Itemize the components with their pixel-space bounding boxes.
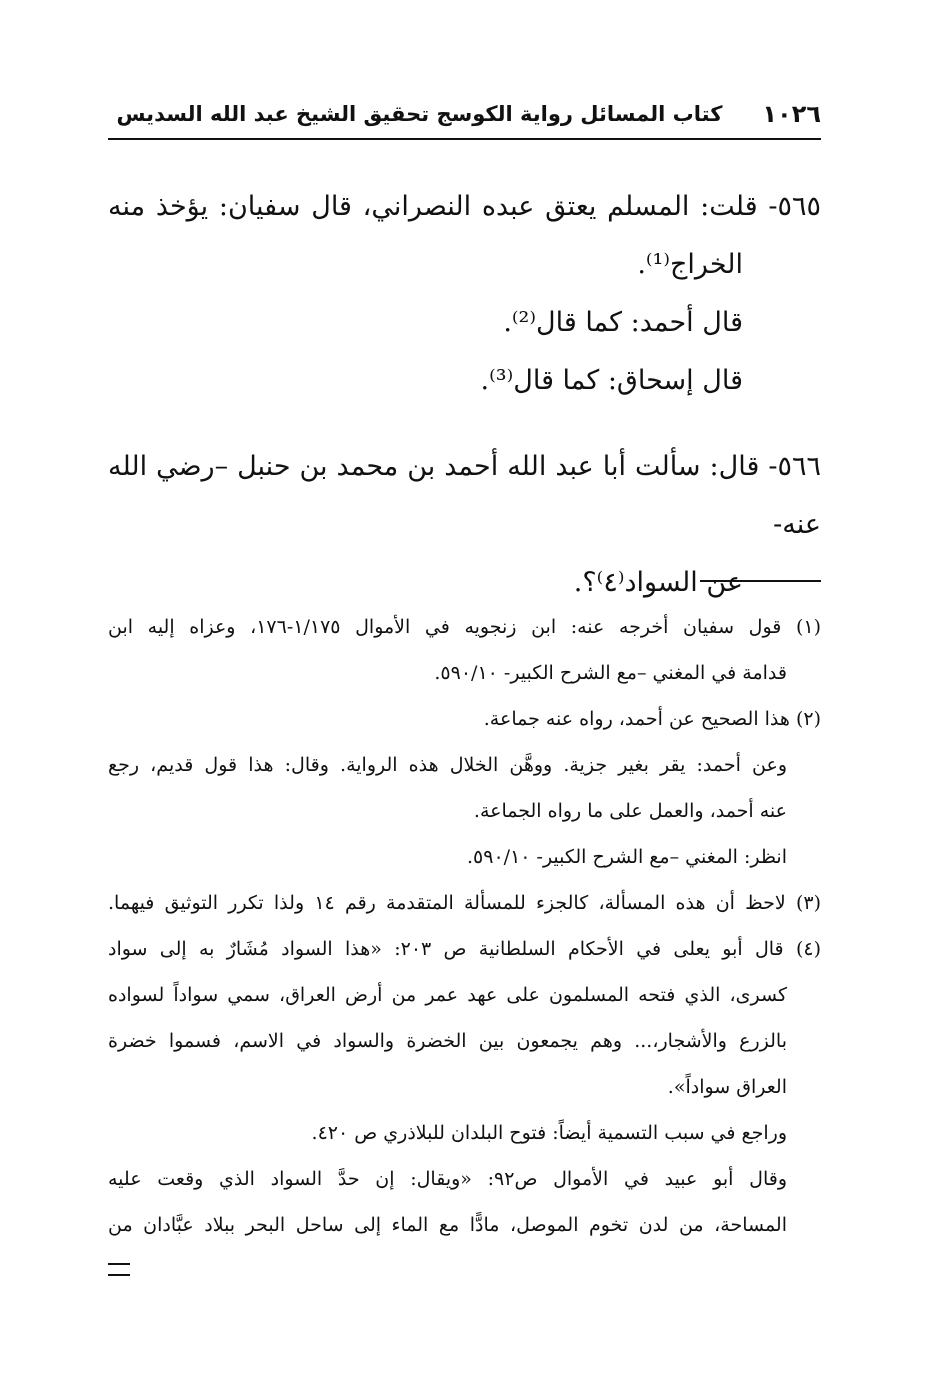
footnote-line: المساحة، من لدن تخوم الموصل، مادًّا مع الماء إلى ساحل البحر ببلاد عبَّادان من: [108, 1214, 787, 1236]
footnote-line: وعن أحمد: يقر بغير جزية. ووهَّن الخلال هذه الرواية. وقال: هذا قول قديم، رجع: [108, 754, 787, 776]
footnote-line: وراجع في سبب التسمية أيضاً: فتوح البلدان للبلاذري ص ٤٢٠.: [311, 1122, 787, 1144]
entry-line: الخراج⁽¹⁾.: [637, 249, 743, 280]
main-text: [108, 178, 821, 612]
footnote-separator: [700, 580, 821, 582]
footnote-line: وقال أبو عبيد في الأموال ص٩٢: «ويقال: إن حدَّ السواد الذي وقعت عليه: [108, 1168, 787, 1190]
page-header: [108, 96, 821, 132]
footnote-line: (١) قول سفيان أخرجه عنه: ابن زنجويه في الأموال ١/١٧٥-١٧٦، وعزاه إليه ابن: [108, 616, 822, 638]
page-number: ١٠٢٦: [762, 100, 821, 128]
footnote-line: العراق سواداً».: [667, 1076, 787, 1098]
entry-line: قال أحمد: كما قال⁽²⁾.: [503, 307, 743, 338]
entry-565: [108, 178, 821, 410]
footnote-line: عنه أحمد، والعمل على ما رواه الجماعة.: [473, 800, 787, 822]
entry-line: ٥٦٦- قال: سألت أبا عبد الله أحمد بن محمد بن حنبل –رضي الله عنه-: [108, 451, 821, 540]
entry-line: عن السواد⁽٤⁾؟.: [573, 567, 743, 598]
entry-gap: [108, 410, 821, 438]
footnote-line: بالزرع والأشجار،... وهم يجمعون بين الخضرة والسواد في الاسم، فسموا خضرة: [108, 1030, 787, 1052]
entry-line: قال إسحاق: كما قال⁽³⁾.: [480, 365, 743, 396]
footnote-line: (٢) هذا الصحيح عن أحمد، رواه عنه جماعة.: [483, 708, 821, 730]
footnote-line: (٣) لاحظ أن هذه المسألة، كالجزء للمسألة المتقدمة رقم ١٤ ولذا تكرر التوثيق فيهما.: [108, 892, 822, 914]
running-title: كتاب المسائل رواية الكوسج تحقيق الشيخ عبد الله السديس: [116, 102, 723, 126]
footnote-line: انظر: المغني –مع الشرح الكبير- ٥٩٠/١٠.: [467, 846, 787, 868]
entry-line: ٥٦٥- قلت: المسلم يعتق عبده النصراني، قال سفيان: يؤخذ منه: [108, 191, 821, 222]
continuation-mark: [108, 1263, 130, 1276]
header-rule: [108, 138, 821, 140]
footnote-line: كسرى، الذي فتحه المسلمون على عهد عمر من أرض العراق، سمي سواداً لسواده: [108, 984, 787, 1006]
footnote-line: (٤) قال أبو يعلى في الأحكام السلطانية ص ٢٠٣: «هذا السواد مُشَارٌ به إلى سواد: [108, 938, 821, 960]
entry-566: [108, 438, 821, 612]
footnotes: [108, 604, 821, 1248]
footnote-line: قدامة في المغني –مع الشرح الكبير- ٥٩٠/١٠.: [434, 662, 787, 684]
